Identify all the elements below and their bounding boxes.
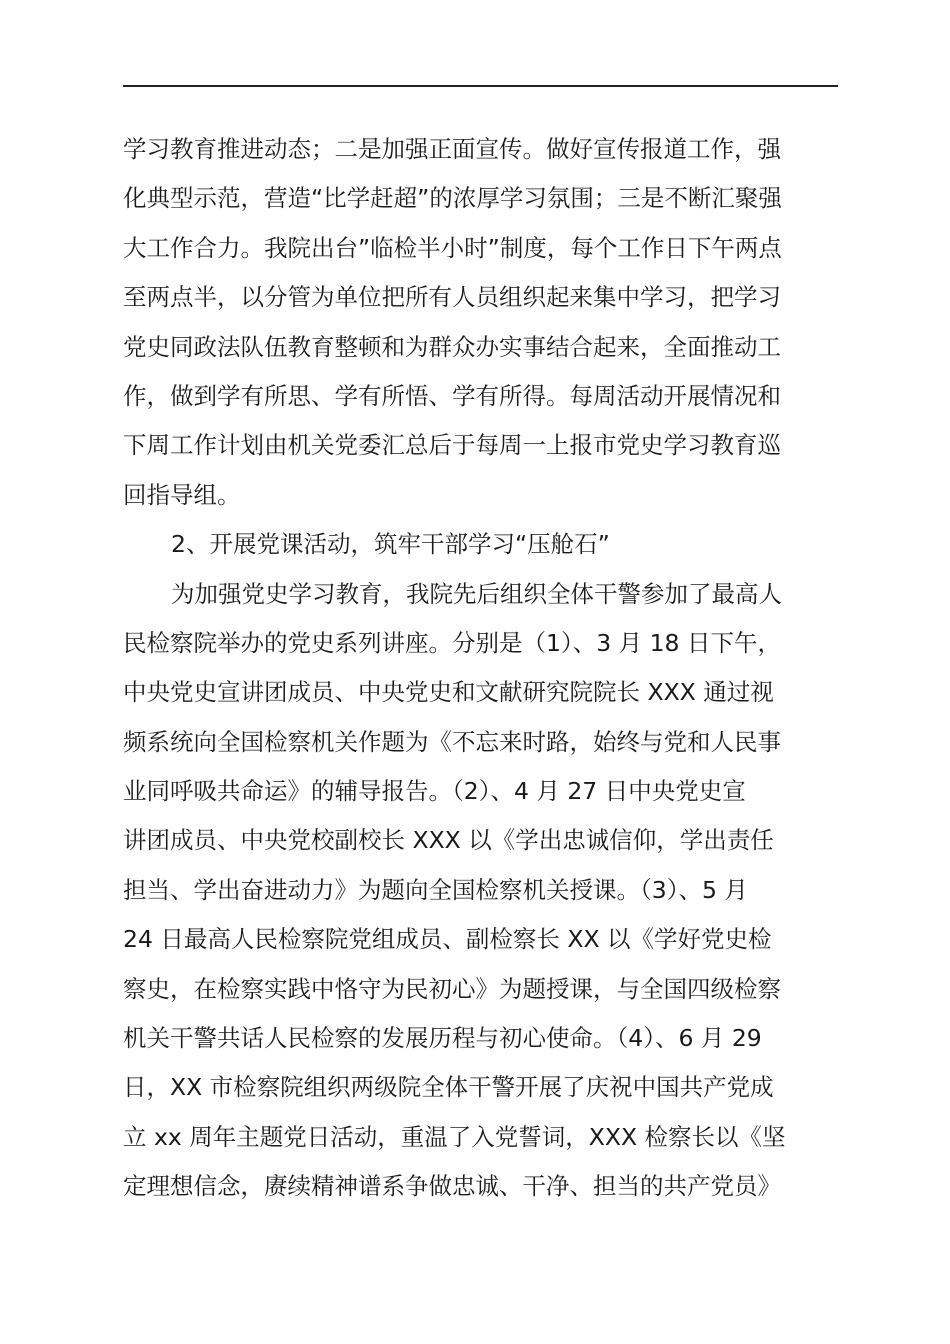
section-heading: 2、开展党课活动，筑牢干部学习“压舱石” [171, 530, 610, 559]
text-line: 频系统向全国检察机关作题为《不忘来时路，始终与党和人民事 [123, 727, 781, 756]
document-body [123, 125, 858, 1212]
text-line: 化典型示范，营造“比学赶超”的浓厚学习氛围；三是不断汇聚强 [123, 184, 782, 213]
text-line: 立 xx 周年主题党日活动，重温了入党誓词，XXX 检察长以《坚 [123, 1122, 786, 1151]
text-line: 察史，在检察实践中恪守为民初心》为题授课，与全国四级检察 [123, 974, 781, 1003]
text-line: 业同呼吸共命运》的辅导报告。（2）、4 月 27 日中央党史宣 [123, 777, 746, 806]
text-line: 至两点半，以分管为单位把所有人员组织起来集中学习，把学习 [123, 283, 781, 312]
text-line: 中央党史宣讲团成员、中央党史和文献研究院院长 XXX 通过视 [123, 678, 774, 707]
text-line: 下周工作计划由机关党委汇总后于每周一上报市党史学习教育巡 [123, 431, 781, 460]
text-line: 担当、学出奋进动力》为题向全国检察机关授课。（3）、5 月 [123, 875, 748, 904]
text-line: 24 日最高人民检察院党组成员、副检察长 XX 以《学好党史检 [123, 925, 772, 954]
text-line: 日，XX 市检察院组织两级院全体干警开展了庆祝中国共产党成 [123, 1073, 774, 1102]
text-line: 民检察院举办的党史系列讲座。分别是（1）、3 月 18 日下午， [123, 628, 781, 657]
text-line: 大工作合力。我院出台”临检半小时”制度，每个工作日下午两点 [123, 233, 782, 262]
text-line: 机关干警共话人民检察的发展历程与初心使命。（4）、6 月 29 [123, 1024, 762, 1053]
text-line: 作，做到学有所思、学有所悟、学有所得。每周活动开展情况和 [123, 381, 781, 410]
text-line: 定理想信念，赓续精神谱系争做忠诚、干净、担当的共产党员》 [123, 1172, 781, 1201]
text-line: 为加强党史学习教育，我院先后组织全体干警参加了最高人 [171, 579, 782, 608]
text-line: 讲团成员、中央党校副校长 XXX 以《学出忠诚信仰，学出责任 [123, 826, 774, 855]
text-line: 党史同政法队伍教育整顿和为群众办实事结合起来，全面推动工 [123, 332, 781, 361]
text-line: 回指导组。 [123, 480, 241, 509]
header-divider [123, 85, 838, 87]
text-line: 学习教育推进动态；二是加强正面宣传。做好宣传报道工作，强 [123, 135, 781, 163]
